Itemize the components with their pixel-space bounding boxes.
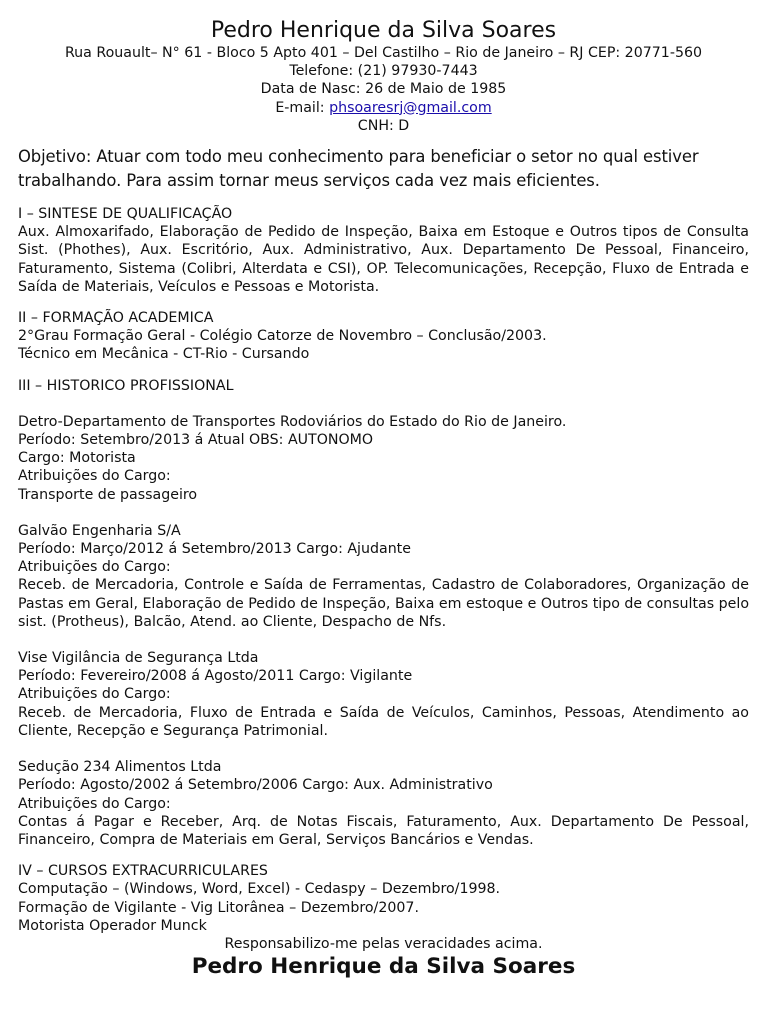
header-name: Pedro Henrique da Silva Soares [210,18,557,43]
course-line: Computação – (Windows, Word, Excel) - Cedaspy – Dezembro/1998. [18,881,501,898]
job-duties-label: Atribuições do Cargo: [18,559,171,576]
section-education [18,309,749,364]
header-cnh: CNH: D [357,117,410,134]
job-entry [18,522,749,631]
job-company: Sedução 234 Alimentos Ltda [18,759,222,776]
objective-paragraph: Objetivo: Atuar com todo meu conhecimento para beneficiar o setor no qual estiver trabalhando. Para assim tornar meus serviços cada vez mais eficientes. [18,147,699,191]
header-address: Rua Rouault– N° 61 - Bloco 5 Apto 401 – Del Castilho – Rio de Janeiro – RJ CEP: 20771-560 [64,45,703,61]
job-period: Período: Agosto/2002 á Setembro/2006 Cargo: Aux. Administrativo [18,777,493,794]
job-duties: Transporte de passageiro [18,486,198,503]
section-courses [18,862,749,935]
resume-header [18,18,749,135]
course-line: Formação de Vigilante - Vig Litorânea – Dezembro/2007. [18,899,419,916]
job-duties: Contas á Pagar e Receber, Arq. de Notas Fiscais, Faturamento, Aux. Departamento De Pessoal, Financeiro, Compra de Materiais em Geral, Serviços Bancários e Vendas. [18,813,749,848]
header-birth-date: Data de Nasc: 26 de Maio de 1985 [260,81,507,98]
job-duties: Receb. de Mercadoria, Controle e Saída de Ferramentas, Cadastro de Colaboradores, Organização de Pastas em Geral, Elaboração de Pedido de Inspeção, Baixa em estoque e Outros tipo de consultas pelo sist. (Protheus), Balcão, Atend. ao Cliente, Despacho de Nfs. [18,577,749,630]
email-label: E-mail: [275,99,330,116]
course-line: Motorista Operador Munck [18,917,207,934]
job-duties: Receb. de Mercadoria, Fluxo de Entrada e Saída de Veículos, Caminhos, Pessoas, Atendimento ao Cliente, Recepção e Segurança Patrimonial. [18,704,749,739]
job-period: Período: Março/2012 á Setembro/2013 Cargo: Ajudante [18,541,411,558]
resume-document [18,18,749,980]
section-title: IV – CURSOS EXTRACURRICULARES [18,863,268,880]
section-history [18,377,749,849]
responsibility-statement: Responsabilizo-me pelas veracidades acima. [224,935,543,952]
job-duties-label: Atribuições do Cargo: [18,686,171,703]
job-duties-label: Atribuições do Cargo: [18,795,171,812]
signature-name: Pedro Henrique da Silva Soares [191,954,576,980]
job-entry [18,758,749,849]
email-link[interactable]: phsoaresrj@gmail.com [329,99,492,116]
job-period: Período: Setembro/2013 á Atual OBS: AUTONOMO [18,432,374,449]
job-period: Período: Fevereiro/2008 á Agosto/2011 Cargo: Vigilante [18,668,413,685]
header-email-line [18,99,749,117]
job-role: Cargo: Motorista [18,450,136,467]
education-line: 2°Grau Formação Geral - Colégio Catorze de Novembro – Conclusão/2003. [18,328,547,345]
job-company: Vise Vigilância de Segurança Ltda [18,650,259,667]
section-title: III – HISTORICO PROFISSIONAL [18,377,234,394]
job-company: Galvão Engenharia S/A [18,522,181,539]
job-entry [18,413,749,504]
job-company: Detro-Departamento de Transportes Rodoviários do Estado do Rio de Janeiro. [18,413,567,430]
qualification-text: Aux. Almoxarifado, Elaboração de Pedido de Inspeção, Baixa em Estoque e Outros tipos de Consulta Sist. (Phothes), Aux. Escritório, Aux. Administrativo, Aux. Departamento De Pessoal, Financeiro, Faturamento, Sistema (Colibri, Alterdata e CSI), OP. Telecomunicações, Recepção, Fluxo de Entrada e Saída de Materiais, Veículos e Pessoas e Motorista. [18,224,749,295]
job-duties-label: Atribuições do Cargo: [18,468,171,485]
job-entry [18,649,749,740]
education-line: Técnico em Mecânica - CT-Rio - Cursando [18,346,310,363]
section-title: II – FORMAÇÃO ACADEMICA [18,310,214,327]
section-qualification [18,205,749,296]
header-phone: Telefone: (21) 97930-7443 [289,63,478,80]
section-title: I – SINTESE DE QUALIFICAÇÃO [18,206,233,223]
